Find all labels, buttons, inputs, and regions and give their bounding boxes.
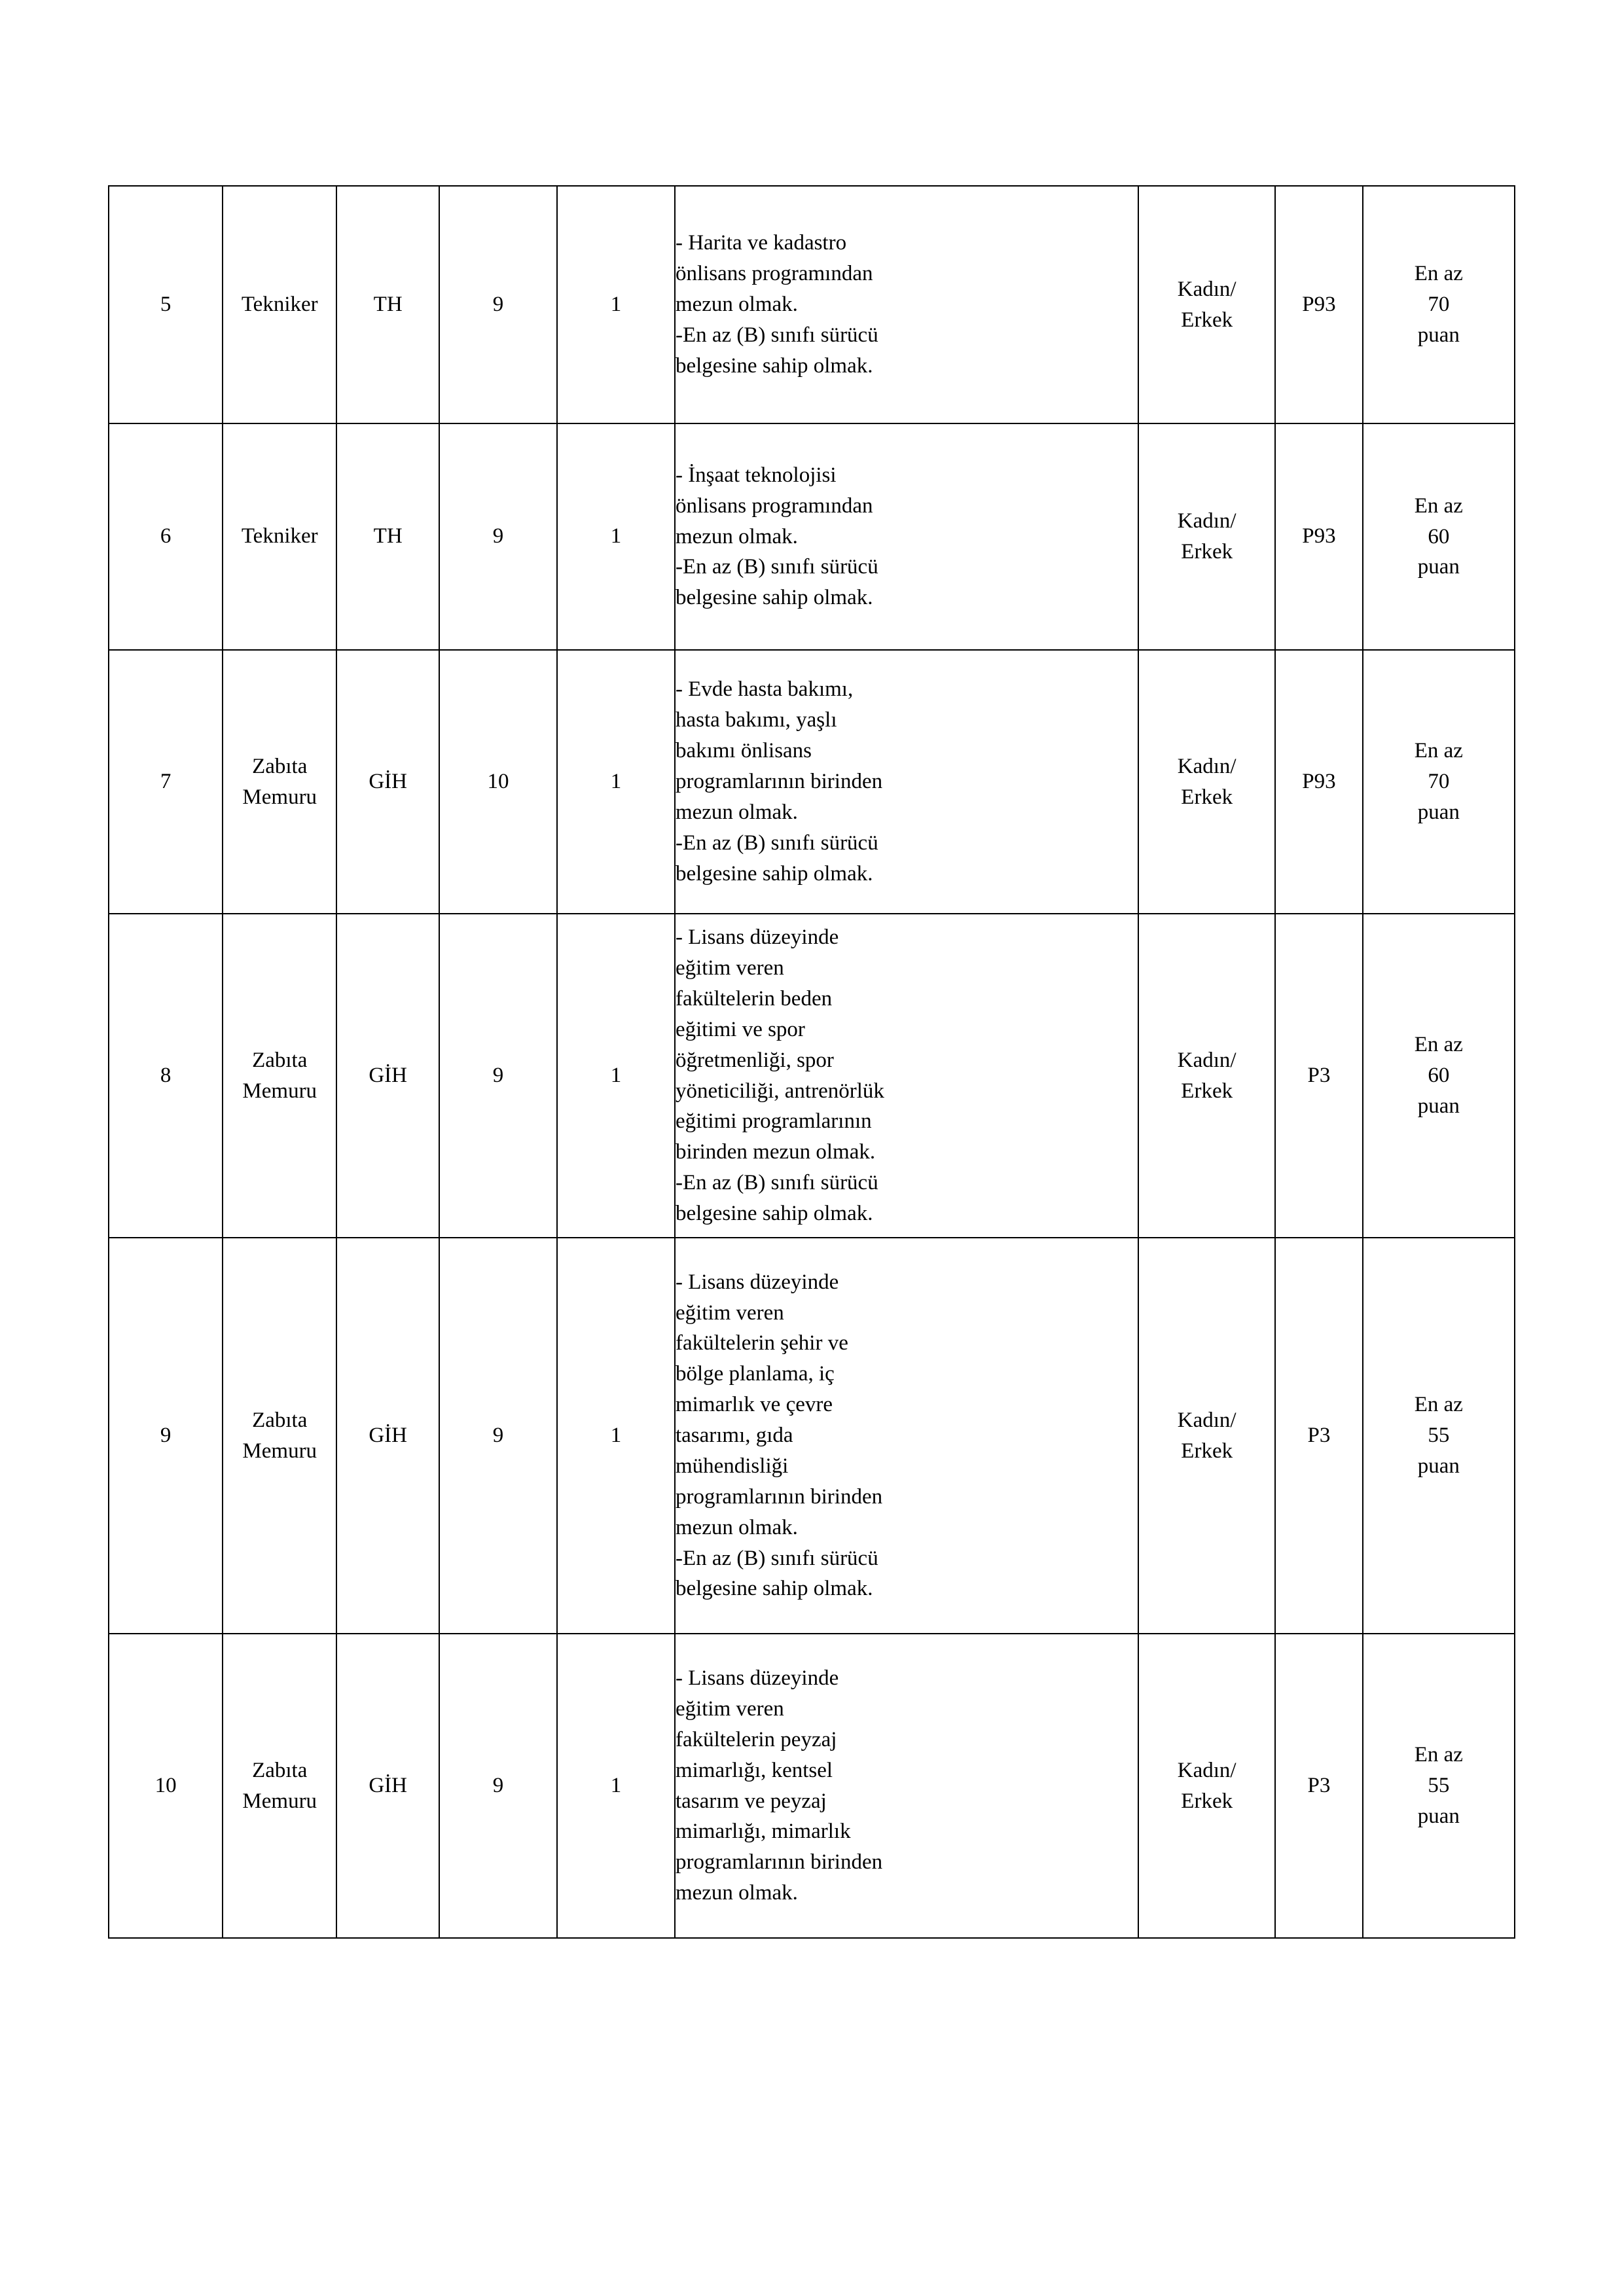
cell-qualification-line: programlarının birinden	[675, 1850, 883, 1874]
cell-class-text: TH	[373, 292, 403, 316]
cell-qualification-line: eğitimi ve spor	[675, 1017, 805, 1041]
cell-title-line: Zabıta	[252, 1408, 308, 1432]
cell-title-text	[223, 1755, 336, 1817]
cell-qualification-line: eğitimi programlarının	[675, 1109, 872, 1134]
cell-qualification-line: bölge planlama, iç	[675, 1362, 835, 1386]
table-row	[109, 1238, 1515, 1634]
cell-row-number-text: 10	[154, 1773, 177, 1797]
cell-title-line: Memuru	[242, 1439, 317, 1463]
cell-min-score-line: puan	[1417, 1454, 1460, 1478]
cell-min-score-text	[1363, 1390, 1514, 1482]
cell-row-number	[109, 186, 223, 423]
cell-row-number-text: 5	[160, 292, 171, 316]
cell-gender-line: Erkek	[1181, 540, 1233, 564]
cell-count	[557, 1238, 675, 1634]
cell-qualification-line: tasarımı, gıda	[675, 1424, 793, 1448]
cell-qualification-line: - Lisans düzeyinde	[675, 1666, 839, 1691]
cell-qualification-line: eğitim veren	[675, 1300, 784, 1325]
cell-title-line: Zabıta	[252, 754, 308, 778]
cell-qualification-text	[676, 228, 1138, 381]
cell-min-score	[1363, 650, 1515, 914]
cell-gender-text	[1139, 751, 1274, 813]
cell-count-text: 1	[610, 1063, 622, 1087]
cell-qualification-text	[676, 1267, 1138, 1604]
cell-gender-line: Erkek	[1181, 308, 1233, 332]
cell-gender	[1138, 1634, 1275, 1938]
cell-min-score	[1363, 186, 1515, 423]
cell-degree	[439, 650, 557, 914]
cell-qualification-line: -En az (B) sınıfı sürücü	[675, 555, 878, 579]
cell-min-score-line: 70	[1428, 770, 1450, 794]
cell-degree	[439, 186, 557, 423]
cell-gender-text	[1139, 1045, 1274, 1107]
cell-title	[223, 1238, 336, 1634]
cell-title-line: Memuru	[242, 785, 317, 809]
cell-gender-line: Erkek	[1181, 785, 1233, 809]
cell-min-score-line: 70	[1428, 293, 1450, 317]
cell-count	[557, 423, 675, 650]
cell-qualification-text	[676, 922, 1138, 1229]
cell-gender	[1138, 914, 1275, 1238]
cell-title-text: Tekniker	[241, 524, 318, 548]
cell-title	[223, 650, 336, 914]
cell-count	[557, 914, 675, 1238]
cell-row-number	[109, 1238, 223, 1634]
cell-min-score-line: En az	[1414, 1033, 1463, 1057]
qualification-table	[108, 185, 1515, 1939]
cell-degree-text: 9	[492, 1773, 504, 1797]
cell-row-number	[109, 650, 223, 914]
cell-qualification-line: - Lisans düzeyinde	[675, 1270, 839, 1294]
cell-qualification-line: mimarlığı, kentsel	[675, 1758, 833, 1782]
cell-min-score-text	[1363, 1740, 1514, 1832]
cell-qualification-line: belgesine sahip olmak.	[675, 586, 873, 610]
cell-count	[557, 186, 675, 423]
cell-min-score	[1363, 1634, 1515, 1938]
cell-score-type-text: P93	[1302, 292, 1336, 316]
cell-qualification	[675, 914, 1138, 1238]
cell-class-text: TH	[373, 524, 403, 548]
cell-degree	[439, 1634, 557, 1938]
cell-count-text: 1	[610, 1773, 622, 1797]
cell-gender	[1138, 186, 1275, 423]
cell-qualification-text	[676, 460, 1138, 613]
cell-qualification-line: belgesine sahip olmak.	[675, 1201, 873, 1225]
cell-min-score	[1363, 1238, 1515, 1634]
cell-row-number	[109, 914, 223, 1238]
cell-qualification	[675, 1634, 1138, 1938]
cell-qualification	[675, 186, 1138, 423]
cell-gender-line: Kadın/	[1177, 754, 1236, 778]
cell-degree-text: 9	[492, 524, 504, 548]
cell-qualification-line: yöneticiliği, antrenörlük	[675, 1079, 884, 1103]
cell-gender-line: Kadın/	[1177, 1048, 1236, 1072]
cell-score-type	[1275, 1238, 1363, 1634]
cell-score-type-text: P3	[1307, 1423, 1331, 1447]
cell-qualification-line: öğretmenliği, spor	[675, 1048, 834, 1072]
cell-gender-line: Kadın/	[1177, 509, 1236, 533]
cell-qualification-line: - İnşaat teknolojisi	[675, 463, 837, 487]
cell-qualification-line: birinden mezun olmak.	[675, 1140, 876, 1164]
cell-title	[223, 1634, 336, 1938]
cell-gender-line: Erkek	[1181, 1789, 1233, 1813]
cell-title-text	[223, 751, 336, 813]
cell-gender	[1138, 650, 1275, 914]
cell-qualification-line: fakültelerin şehir ve	[675, 1331, 848, 1355]
cell-row-number-text: 6	[160, 524, 171, 548]
table-body	[109, 186, 1515, 1938]
cell-class	[336, 423, 439, 650]
cell-class	[336, 914, 439, 1238]
cell-qualification-line: hasta bakımı, yaşlı	[675, 708, 837, 732]
cell-gender-text	[1139, 1405, 1274, 1467]
cell-score-type-text: P93	[1302, 769, 1336, 793]
cell-qualification-line: mezun olmak.	[675, 293, 798, 317]
cell-min-score-line: En az	[1414, 1393, 1463, 1417]
cell-qualification	[675, 1238, 1138, 1634]
cell-class-text: GİH	[369, 1063, 407, 1087]
cell-degree-text: 9	[492, 292, 504, 316]
cell-qualification-line: - Harita ve kadastro	[675, 231, 847, 255]
cell-qualification-line: mimarlık ve çevre	[675, 1393, 833, 1417]
cell-row-number	[109, 1634, 223, 1938]
cell-title-line: Zabıta	[252, 1048, 308, 1072]
cell-qualification-text	[676, 1663, 1138, 1909]
cell-qualification-line: eğitim veren	[675, 1696, 784, 1721]
cell-qualification-line: -En az (B) sınıfı sürücü	[675, 1546, 878, 1570]
cell-gender-text	[1139, 274, 1274, 336]
cell-degree-text: 10	[487, 769, 509, 793]
cell-score-type	[1275, 650, 1363, 914]
cell-gender	[1138, 423, 1275, 650]
cell-qualification-line: mezun olmak.	[675, 1881, 798, 1905]
cell-qualification-line: mimarlığı, mimarlık	[675, 1820, 851, 1844]
cell-class-text: GİH	[369, 769, 407, 793]
cell-min-score-line: puan	[1417, 323, 1460, 347]
cell-degree-text: 9	[492, 1423, 504, 1447]
cell-degree	[439, 1238, 557, 1634]
cell-min-score	[1363, 914, 1515, 1238]
cell-score-type	[1275, 914, 1363, 1238]
cell-qualification-line: eğitim veren	[675, 956, 784, 980]
cell-qualification-line: -En az (B) sınıfı sürücü	[675, 323, 878, 347]
cell-score-type	[1275, 1634, 1363, 1938]
cell-min-score-text	[1363, 491, 1514, 583]
cell-min-score-text	[1363, 259, 1514, 351]
cell-title-line: Memuru	[242, 1079, 317, 1103]
cell-qualification-line: belgesine sahip olmak.	[675, 1577, 873, 1601]
cell-gender-line: Kadın/	[1177, 1408, 1236, 1432]
qualification-table-wrapper	[108, 185, 1515, 1939]
cell-degree	[439, 914, 557, 1238]
cell-min-score-line: En az	[1414, 262, 1463, 286]
cell-row-number	[109, 423, 223, 650]
cell-gender-line: Kadın/	[1177, 1758, 1236, 1782]
table-row	[109, 650, 1515, 914]
cell-degree	[439, 423, 557, 650]
cell-qualification-line: mezun olmak.	[675, 524, 798, 548]
cell-class	[336, 186, 439, 423]
cell-qualification-line: programlarının birinden	[675, 770, 883, 794]
cell-qualification-line: - Evde hasta bakımı,	[675, 677, 854, 702]
cell-score-type	[1275, 186, 1363, 423]
cell-title-line: Memuru	[242, 1789, 317, 1813]
cell-title-line: Zabıta	[252, 1758, 308, 1782]
cell-qualification-line: mezun olmak.	[675, 1515, 798, 1539]
cell-count-text: 1	[610, 292, 622, 316]
cell-qualification-line: önlisans programından	[675, 262, 873, 286]
cell-count	[557, 650, 675, 914]
cell-score-type-text: P93	[1302, 524, 1336, 548]
cell-score-type-text: P3	[1307, 1063, 1331, 1087]
cell-count	[557, 1634, 675, 1938]
cell-degree-text: 9	[492, 1063, 504, 1087]
cell-title	[223, 914, 336, 1238]
cell-class-text: GİH	[369, 1423, 407, 1447]
table-row	[109, 1634, 1515, 1938]
cell-min-score-line: 55	[1428, 1774, 1450, 1798]
cell-class	[336, 650, 439, 914]
cell-gender-text	[1139, 506, 1274, 567]
cell-qualification-line: fakültelerin beden	[675, 986, 833, 1011]
cell-gender-line: Erkek	[1181, 1079, 1233, 1103]
cell-qualification-line: fakültelerin peyzaj	[675, 1727, 837, 1751]
cell-qualification-line: belgesine sahip olmak.	[675, 861, 873, 886]
cell-qualification-line: -En az (B) sınıfı sürücü	[675, 1171, 878, 1195]
cell-qualification-line: belgesine sahip olmak.	[675, 353, 873, 378]
cell-title	[223, 423, 336, 650]
cell-min-score-line: En az	[1414, 739, 1463, 763]
cell-score-type	[1275, 423, 1363, 650]
cell-row-number-text: 8	[160, 1063, 171, 1087]
table-row	[109, 186, 1515, 423]
cell-title-text	[223, 1045, 336, 1107]
cell-min-score-line: 60	[1428, 524, 1450, 548]
cell-qualification-line: mühendisliği	[675, 1454, 789, 1478]
cell-row-number-text: 9	[160, 1423, 171, 1447]
cell-min-score-line: 60	[1428, 1064, 1450, 1088]
cell-gender	[1138, 1238, 1275, 1634]
cell-min-score-line: puan	[1417, 1094, 1460, 1118]
cell-gender-text	[1139, 1755, 1274, 1817]
cell-title-text	[223, 1405, 336, 1467]
cell-min-score-line: puan	[1417, 1804, 1460, 1828]
cell-count-text: 1	[610, 769, 622, 793]
cell-row-number-text: 7	[160, 769, 171, 793]
cell-score-type-text: P3	[1307, 1773, 1331, 1797]
cell-min-score-text	[1363, 1030, 1514, 1122]
cell-qualification-line: programlarının birinden	[675, 1484, 883, 1509]
cell-min-score-line: puan	[1417, 555, 1460, 579]
cell-qualification-text	[676, 674, 1138, 889]
cell-gender-line: Kadın/	[1177, 277, 1236, 301]
cell-min-score-line: En az	[1414, 493, 1463, 518]
cell-class	[336, 1238, 439, 1634]
table-row	[109, 914, 1515, 1238]
cell-qualification-line: bakımı önlisans	[675, 739, 812, 763]
cell-qualification-line: tasarım ve peyzaj	[675, 1789, 827, 1813]
table-row	[109, 423, 1515, 650]
cell-qualification-line: mezun olmak.	[675, 800, 798, 824]
cell-title-text: Tekniker	[241, 292, 318, 316]
cell-count-text: 1	[610, 1423, 622, 1447]
cell-min-score	[1363, 423, 1515, 650]
cell-qualification-line: -En az (B) sınıfı sürücü	[675, 831, 878, 855]
cell-count-text: 1	[610, 524, 622, 548]
cell-min-score-line: puan	[1417, 800, 1460, 824]
cell-qualification	[675, 650, 1138, 914]
cell-qualification-line: - Lisans düzeyinde	[675, 925, 839, 950]
cell-qualification-line: önlisans programından	[675, 493, 873, 518]
cell-qualification	[675, 423, 1138, 650]
cell-gender-line: Erkek	[1181, 1439, 1233, 1463]
cell-min-score-line: 55	[1428, 1424, 1450, 1448]
cell-min-score-text	[1363, 736, 1514, 828]
cell-class	[336, 1634, 439, 1938]
cell-title	[223, 186, 336, 423]
cell-min-score-line: En az	[1414, 1743, 1463, 1767]
cell-class-text: GİH	[369, 1773, 407, 1797]
